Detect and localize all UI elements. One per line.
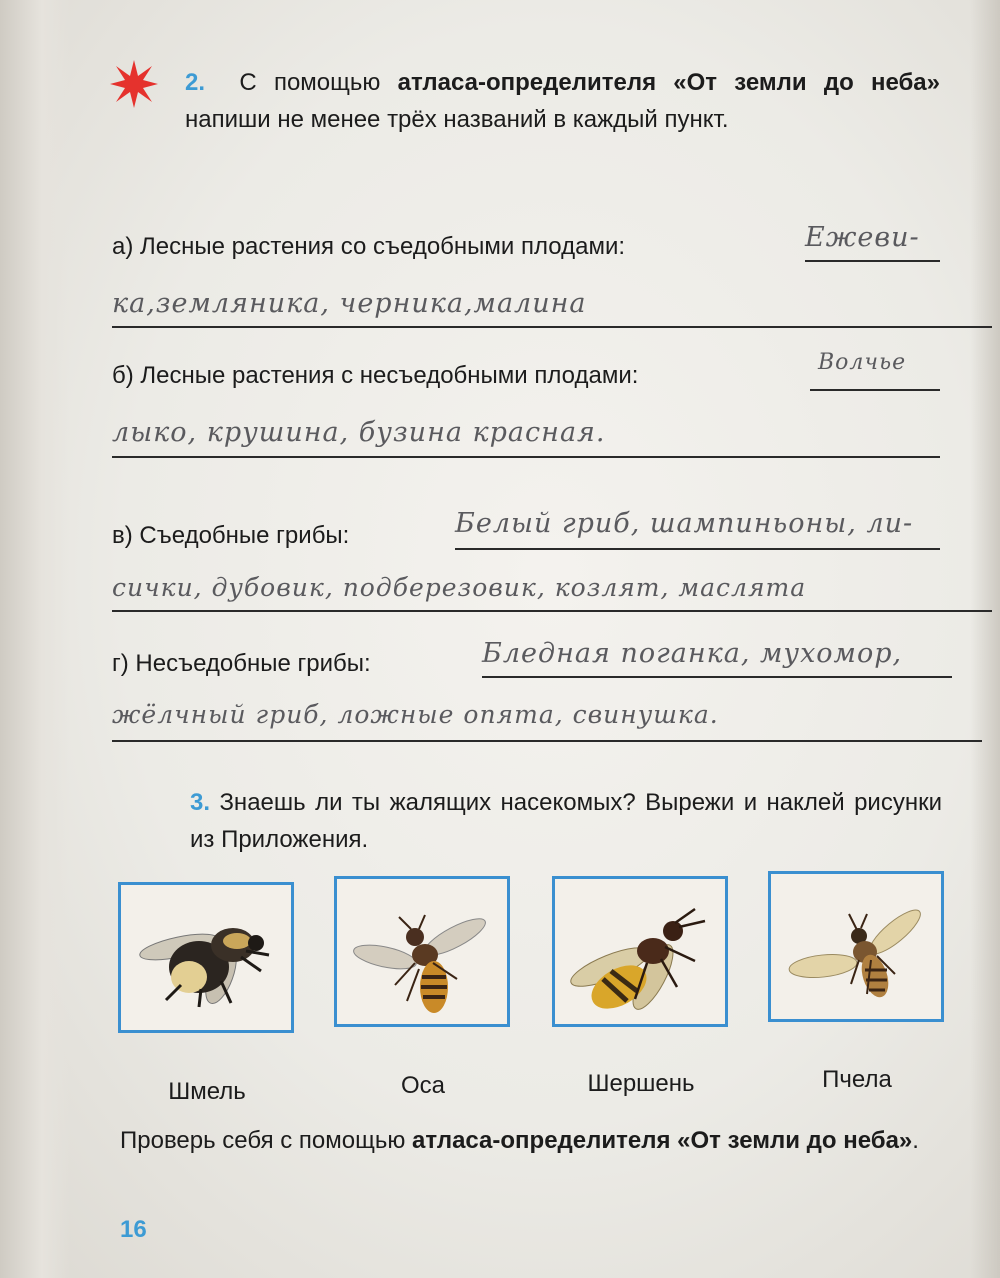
item-a-line-2 [112, 326, 992, 328]
item-a-answer-1: Ежеви- [805, 222, 920, 253]
item-d-answer-1: Бледная поганка, мухомор, [482, 638, 903, 669]
item-b-label: б) Лесные растения с несъедобными плодами: [112, 362, 639, 389]
item-b-answer-1: Волчье [818, 350, 907, 375]
honeybee-icon [771, 874, 941, 1019]
item-b-answer-2: лыко, крушина, бузина красная. [112, 417, 606, 448]
item-a-label: а) Лесные растения со съедобными плодами: [112, 233, 626, 260]
bumblebee-caption: Шмель [168, 1078, 246, 1105]
item-b-line-1 [810, 389, 940, 391]
task3-text: Знаешь ли ты жалящих насекомых? Вырежи и наклей рисунки из Приложения. [190, 789, 942, 853]
item-a-answer-2: ка,земляника, черника,малина [112, 288, 587, 319]
wasp-caption: Оса [400, 1072, 445, 1099]
item-d-label: г) Несъедобные грибы: [112, 650, 371, 677]
item-b-line-2 [112, 456, 940, 458]
task2-heading [185, 64, 940, 138]
honeybee-picture [768, 871, 944, 1022]
item-a-line-1 [805, 260, 940, 262]
task2-number: 2. [185, 69, 206, 96]
footer-atlas-title: атласа-определителя «От земли до неба» [412, 1127, 913, 1154]
item-c-line-1 [455, 548, 940, 550]
item-d-line-1 [482, 676, 952, 678]
task2-atlas-title: атласа-определителя «От земли до неба» [397, 69, 940, 96]
wasp-picture [334, 876, 510, 1027]
item-c-line-2 [112, 610, 992, 612]
footer-text [120, 1122, 942, 1159]
task3-number: 3. [190, 789, 211, 816]
item-c-label: в) Съедобные грибы: [112, 522, 350, 549]
task2-text-a: С помощью [239, 69, 398, 96]
bumblebee-icon [121, 885, 291, 1030]
task3-heading [190, 784, 942, 858]
hornet-icon [555, 879, 725, 1024]
star-icon [108, 58, 160, 110]
honeybee-caption: Пчела [822, 1066, 892, 1093]
wasp-icon [337, 879, 507, 1024]
page-number: 16 [120, 1216, 147, 1243]
footer-text-b: . [912, 1127, 919, 1154]
item-c-answer-2: сички, дубовик, подберезовик, козлят, маслята [112, 573, 807, 602]
page-gutter-shadow [0, 0, 70, 1278]
item-d-line-2 [112, 740, 982, 742]
page-edge-shadow [970, 0, 1000, 1278]
task2-text-b: напиши не менее трёх названий в каждый пункт. [185, 106, 729, 133]
hornet-caption: Шершень [587, 1070, 695, 1097]
bumblebee-picture [118, 882, 294, 1033]
hornet-picture [552, 876, 728, 1027]
item-c-answer-1: Белый гриб, шампиньоны, ли- [455, 508, 914, 539]
footer-text-a: Проверь себя с помощью [120, 1127, 413, 1154]
item-d-answer-2: жёлчный гриб, ложные опята, свинушка. [112, 700, 719, 729]
